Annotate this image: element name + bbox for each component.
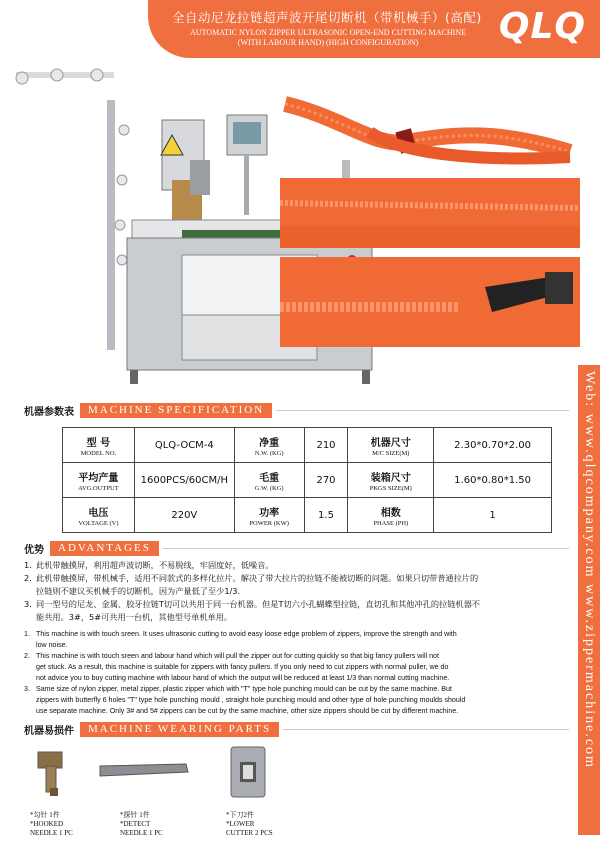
list-item: 3. 同一型号的尼龙、金属、胶牙拉链T切可以共用于同一台机器。但是T切六小孔蝴蝶型拉链，直切孔和其他冲孔的拉链机器不 <box>24 599 480 609</box>
adv-heading-zh: 优势 <box>24 545 44 556</box>
output-label: 平均产量 AVG.OUTPUT <box>63 463 135 498</box>
nw-label: 净重 N.W. (KG) <box>234 428 304 463</box>
spec-heading-en: MACHINE SPECIFICATION <box>80 403 272 418</box>
model-label: 型 号 MODEL NO. <box>63 428 135 463</box>
list-item: use separate machine. Only 3# and 5# zippers can be cut by the same machine, other size zippers should be cut by different machine. <box>36 707 459 715</box>
divider <box>276 410 569 411</box>
parts-heading-en: MACHINE WEARING PARTS <box>80 722 279 737</box>
phase-value: 1 <box>434 498 552 533</box>
table-row <box>63 463 552 498</box>
list-item: get stuck. As a result, this machine is suitable for zippers with fancy pullers. If you only need to cut zippers with normal puller, we do <box>36 663 449 671</box>
power-value: 1.5 <box>304 498 348 533</box>
side-strip <box>578 365 600 835</box>
detect-needle-caption: *探针 1件 *DETECT NEEDLE 1 PC <box>120 811 163 837</box>
website-text: Web: www.qlqcompany.com www.zippermachine.com <box>582 371 597 769</box>
advantages-zh <box>24 559 564 624</box>
hooked-needle-caption: *勾针 1件 *HOOKED NEEDLE 1 PC <box>30 811 73 837</box>
nw-value: 210 <box>304 428 348 463</box>
voltage-label: 电压 VOLTAGE (V) <box>63 498 135 533</box>
title-zh: 全自动尼龙拉链超声波开尾切断机（带机械手）(高配) <box>172 10 482 25</box>
list-item: 3. Same size of nylon zipper, metal zipper, plastic zipper which with "T" type hole punching mould can be cut by the same machine. But <box>24 685 452 693</box>
output-value: 1600PCS/60CM/H <box>134 463 234 498</box>
hooked-needle-image <box>32 748 70 798</box>
parts-heading-zh: 机器易损件 <box>24 726 74 737</box>
list-item: 2. This machine is with touch sreen and labour hand which will pull the zipper out for cutting quickly so that big fancy pullers will not <box>24 652 439 660</box>
list-item: 拉链则不建议买机械手的切断机，因为产量低了至少1/3. <box>36 586 241 596</box>
title-en-line2: (WITH LABOUR HAND) (HIGH CONFIGURATION) <box>237 38 419 47</box>
pkgs-size-value: 1.60*0.80*1.50 <box>434 463 552 498</box>
spec-table <box>62 427 552 533</box>
lower-cutter-image <box>228 744 268 800</box>
phase-label: 相数 PHASE (PH) <box>348 498 434 533</box>
list-item: 2. 此机带触摸屏，带机械手，适用不同款式的多样化拉片。解决了带大拉片的拉链不能被切断的问题。如果只切带普通拉片的 <box>24 573 479 583</box>
advantages-section-header <box>24 541 569 556</box>
title-en-line1: AUTOMATIC NYLON ZIPPER ULTRASONIC OPEN-END CUTTING MACHINE <box>190 28 466 37</box>
divider <box>163 548 569 549</box>
lower-cutter-caption: *下刀2件 *LOWER CUTTER 2 PCS <box>226 811 273 837</box>
gw-value: 270 <box>304 463 348 498</box>
title-en <box>168 28 488 48</box>
detect-needle-image <box>96 760 191 782</box>
adv-heading-en: ADVANTAGES <box>50 541 159 556</box>
spec-section-header <box>24 403 569 418</box>
brand-logo: QLQ <box>498 6 586 47</box>
divider <box>283 729 569 730</box>
list-item: 能共用。3#，5#可共用一台机，其他型号单机单用。 <box>36 612 233 622</box>
advantages-en <box>24 629 564 717</box>
list-item: zippers with butterfly 6 holes "T" type hole punching mould , straight hole punching mould and other type of hole punching moulds should <box>36 696 466 704</box>
zipper-photo-1 <box>280 92 580 170</box>
header-banner <box>148 0 600 58</box>
zipper-photo-2 <box>280 178 580 248</box>
voltage-value: 220V <box>134 498 234 533</box>
power-label: 功率 POWER (KW) <box>234 498 304 533</box>
spec-heading-zh: 机器参数表 <box>24 407 74 418</box>
gw-label: 毛重 G.W. (KG) <box>234 463 304 498</box>
list-item: low noise. <box>36 641 68 649</box>
list-item: not advice you to buy cutting machine with labour hand of which the output will be reduced at least 1/3 than normal cutting machine. <box>36 674 450 682</box>
list-item: 1. This machine is with touch sreen. It uses ultrasonic cutting to avoid easy loose edge problem of zippers, improve the strength and with <box>24 630 457 638</box>
table-row <box>63 428 552 463</box>
mc-size-label: 机器尺寸 M/C SIZE(M) <box>348 428 434 463</box>
zipper-photo-3 <box>280 257 580 347</box>
pkgs-size-label: 装箱尺寸 PKGS SIZE(M) <box>348 463 434 498</box>
model-value: QLQ-OCM-4 <box>134 428 234 463</box>
parts-section-header <box>24 722 569 737</box>
table-row <box>63 498 552 533</box>
list-item: 1. 此机带触摸屏，利用超声波切断，不易脱线，牢固度好，低噪音。 <box>24 560 274 570</box>
mc-size-value: 2.30*0.70*2.00 <box>434 428 552 463</box>
